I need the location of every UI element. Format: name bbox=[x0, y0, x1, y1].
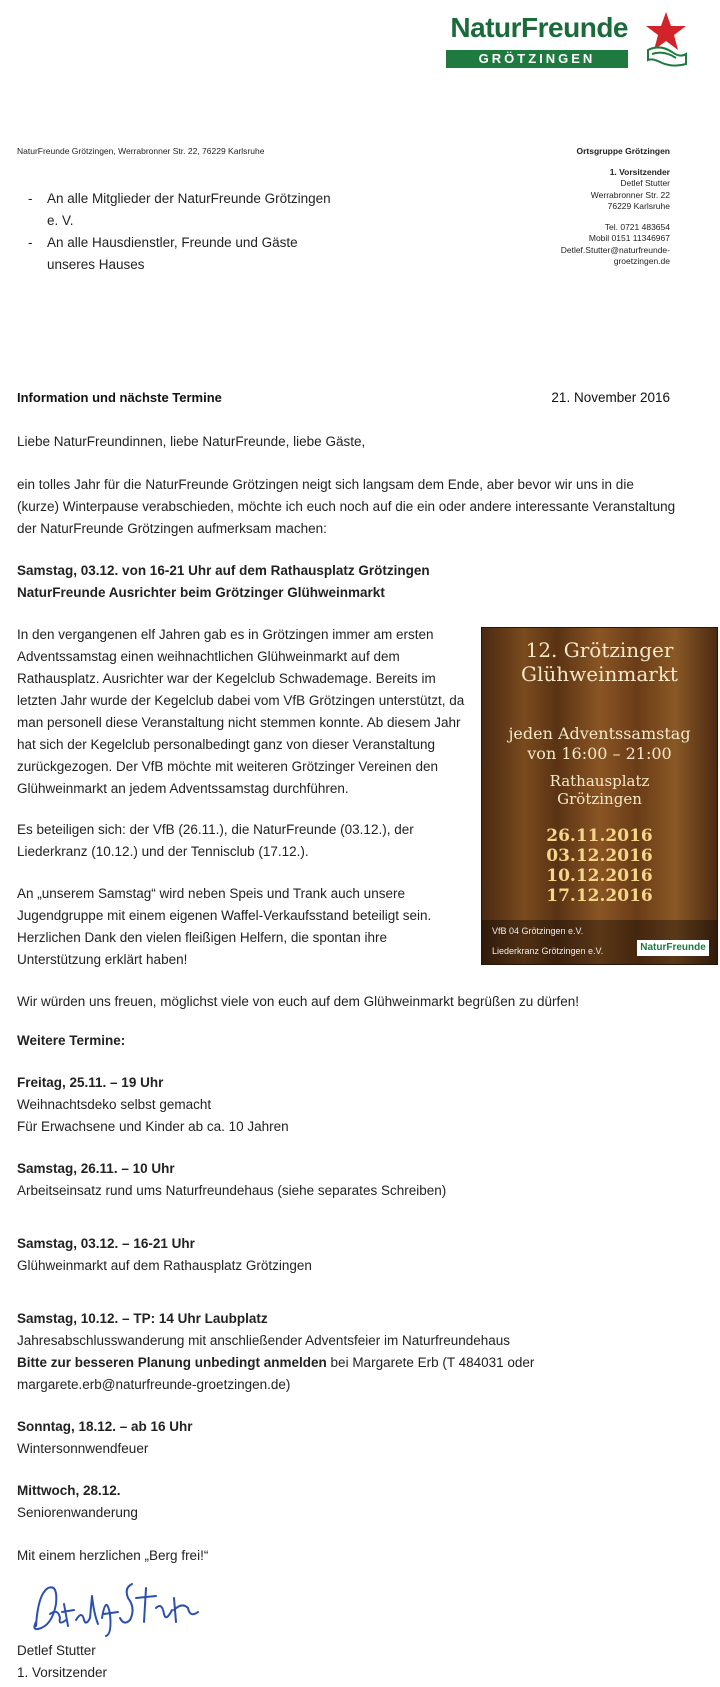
signer-role: 1. Vorsitzender bbox=[17, 1665, 108, 1680]
recipient-list bbox=[17, 188, 337, 276]
event-item bbox=[17, 1480, 677, 1524]
event-subheading: NaturFreunde Ausrichter beim Grötzinger Glühweinmarkt bbox=[17, 585, 385, 600]
intro-paragraph: ein tolles Jahr für die NaturFreunde Grötzingen neigt sich langsam dem Ende, aber bevor wir uns in die (kurze) Winterpause verabschieden, möchte ich euch noch auf die ein oder andere interessante Veranstaltung der NaturFreunde Grötzingen aufmerksam machen: bbox=[17, 477, 676, 536]
gluehweinmarkt-poster bbox=[481, 627, 718, 965]
body-paragraph-3: An „unserem Samstag“ wird neben Speis und Trank auch unsere Jugendgruppe mit einem eigenen Waffel-Verkaufsstand beteiligt sein. Herzlichen Dank den vielen fleißigen Helfern, die spontan ihre Unterstützung erklärt haben! bbox=[17, 886, 432, 967]
logo-wordmark: NaturFreunde bbox=[446, 12, 628, 44]
event-title: Samstag, 26.11. – 10 Uhr bbox=[17, 1161, 175, 1176]
poster-footer-liederkranz: Liederkranz Grötzingen e.V. bbox=[492, 946, 604, 956]
event-item bbox=[17, 1308, 677, 1396]
poster-place-2: Grötzingen bbox=[557, 790, 642, 808]
event-item bbox=[17, 1416, 677, 1460]
event-line: Jahresabschlusswanderung mit anschließender Adventsfeier im Naturfreundehaus bbox=[17, 1333, 511, 1348]
event-line: Wintersonnwendfeuer bbox=[17, 1441, 149, 1456]
logo-subtitle: GRÖTZINGEN bbox=[446, 50, 628, 68]
contact-role: 1. Vorsitzender bbox=[609, 166, 670, 177]
poster-sub-2: von 16:00 – 21:00 bbox=[527, 744, 672, 763]
signer-name: Detlef Stutter bbox=[17, 1643, 96, 1658]
poster-sub-1: jeden Adventssamstag bbox=[508, 724, 691, 743]
handwritten-signature bbox=[28, 1574, 208, 1644]
contact-email[interactable]: Detlef.Stutter@naturfreunde- bbox=[560, 244, 670, 255]
letter-date: 21. November 2016 bbox=[551, 390, 670, 405]
more-dates-heading: Weitere Termine: bbox=[17, 1033, 126, 1048]
contact-group: Ortsgruppe Grötzingen bbox=[576, 146, 670, 156]
event-line: Glühweinmarkt auf dem Rathausplatz Grötzingen bbox=[17, 1258, 312, 1273]
greeting: Liebe NaturFreundinnen, liebe NaturFreunde, liebe Gäste, bbox=[17, 434, 366, 449]
farewell: Mit einem herzlichen „Berg frei!“ bbox=[17, 1548, 209, 1563]
poster-title-1: 12. Grötzinger bbox=[525, 638, 674, 662]
event-title: Sonntag, 18.12. – ab 16 Uhr bbox=[17, 1419, 193, 1434]
recipient-item: - An alle Hausdienstler, Freunde und Gäste unseres Hauses bbox=[28, 235, 298, 272]
event-title: Samstag, 03.12. – 16-21 Uhr bbox=[17, 1236, 195, 1251]
poster-title-2: Glühweinmarkt bbox=[521, 662, 678, 686]
naturfreunde-emblem-icon bbox=[642, 10, 690, 70]
body-paragraph-2: Es beteiligen sich: der VfB (26.11.), die NaturFreunde (03.12.), der Liederkranz (10.12.) und der Tennisclub (17.12.). bbox=[17, 822, 414, 859]
event-line: Seniorenwanderung bbox=[17, 1505, 138, 1520]
letter-subject: Information und nächste Termine bbox=[17, 390, 222, 405]
poster-date: 26.11.2016 bbox=[546, 826, 653, 846]
poster-footer-vfb: VfB 04 Grötzingen e.V. bbox=[492, 926, 584, 936]
naturfreunde-logo bbox=[446, 12, 630, 64]
event-heading: Samstag, 03.12. von 16-21 Uhr auf dem Rathausplatz Grötzingen bbox=[17, 563, 430, 578]
event-line: Arbeitseinsatz rund ums Naturfreundehaus (siehe separates Schreiben) bbox=[17, 1183, 447, 1198]
body-paragraph-1: In den vergangenen elf Jahren gab es in Grötzingen immer am ersten Adventssamstag einen weihnachtlichen Glühweinmarkt auf dem Rathausplatz. Ausrichter war der Kegelclub Schwademage. Bereits im letzten Jahr wurde der Kegelclub dabei vom VfB Grötzingen unterstützt, da man personell diese Veranstaltung nicht stemmen konnte. Ab diesem Jahr hat sich der Kegelclub personalbedingt ganz von dieser Veranstaltung zurückgezogen. Der VfB möchte mit weiteren Grötzinger Vereinen den Glühweinmarkt an jedem Adventssamstag durchführen. bbox=[17, 627, 465, 796]
poster-footer bbox=[482, 920, 717, 964]
contact-name: Detlef Stutter bbox=[620, 178, 670, 188]
event-line: Für Erwachsene und Kinder ab ca. 10 Jahren bbox=[17, 1119, 289, 1134]
event-item bbox=[17, 1233, 677, 1277]
poster-footer-logo: NaturFreunde bbox=[637, 940, 709, 956]
poster-place-1: Rathausplatz bbox=[549, 772, 650, 790]
contact-mobile: Mobil 0151 11346967 bbox=[588, 233, 670, 243]
event-item bbox=[17, 1158, 677, 1202]
event-line: Weihnachtsdeko selbst gemacht bbox=[17, 1097, 212, 1112]
event-title: Samstag, 10.12. – TP: 14 Uhr Laubplatz bbox=[17, 1311, 268, 1326]
contact-block bbox=[450, 146, 670, 268]
event-item bbox=[17, 1072, 677, 1138]
poster-date: 17.12.2016 bbox=[546, 886, 653, 906]
contact-street: Werrabronner Str. 22 bbox=[590, 189, 670, 200]
contact-tel: Tel. 0721 483654 bbox=[604, 221, 670, 232]
event-note: Bitte zur besseren Planung unbedingt anmelden bei Margarete Erb (T 484031 oder bbox=[17, 1355, 535, 1370]
event-title: Mittwoch, 28.12. bbox=[17, 1483, 121, 1498]
poster-date: 03.12.2016 bbox=[546, 846, 653, 866]
poster-date: 10.12.2016 bbox=[546, 866, 653, 886]
recipient-item: - An alle Mitglieder der NaturFreunde Grötzingen e. V. bbox=[28, 191, 331, 228]
contact-city: 76229 Karlsruhe bbox=[607, 201, 670, 211]
event-note-email[interactable]: margarete.erb@naturfreunde-groetzingen.de) bbox=[17, 1377, 291, 1392]
event-title: Freitag, 25.11. – 19 Uhr bbox=[17, 1075, 164, 1090]
sender-address-line: NaturFreunde Grötzingen, Werrabronner Str. 22, 76229 Karlsruhe bbox=[17, 146, 265, 156]
contact-email-cont[interactable]: groetzingen.de bbox=[613, 256, 670, 266]
closing-paragraph: Wir würden uns freuen, möglichst viele von euch auf dem Glühweinmarkt begrüßen zu dürfen! bbox=[17, 994, 580, 1009]
